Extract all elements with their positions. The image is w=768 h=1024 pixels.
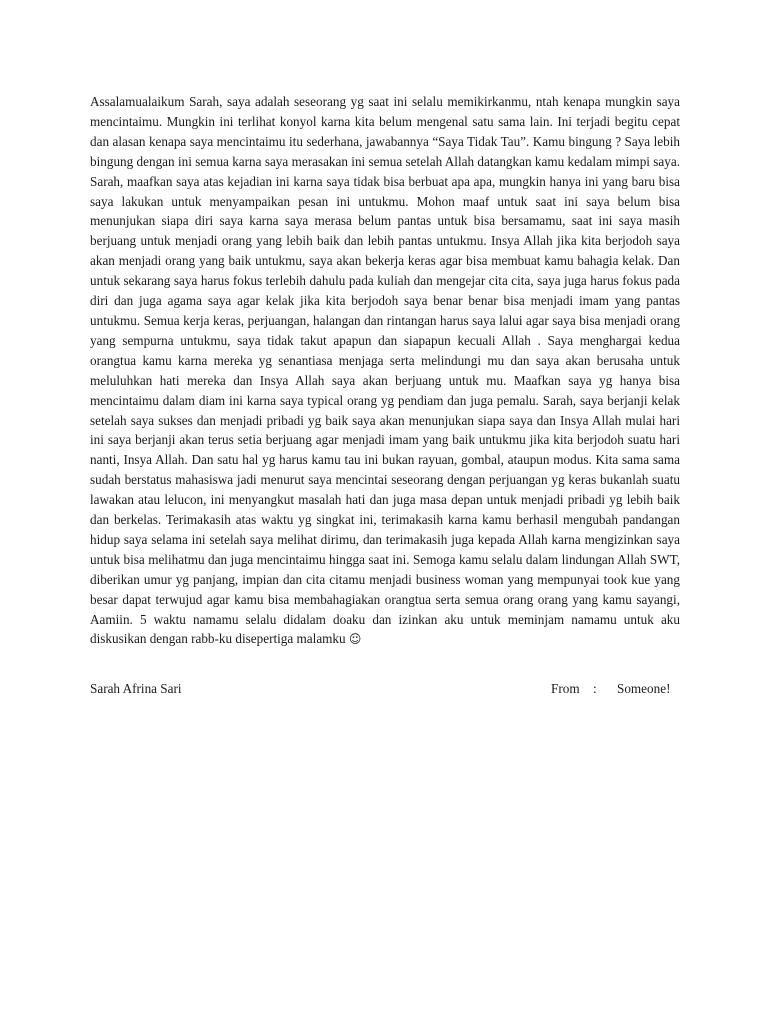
letter-text: Assalamualaikum Sarah, saya adalah seseorang yg saat ini selalu memikirkanmu, ntah kenapa mungkin saya mencintaimu. Mungkin ini terlihat konyol karna kita belum mengenal satu sama lain. Ini terjadi begitu cepat dan alasan kenapa saya mencintaimu itu sederhana, jawabannya “Saya Tidak Tau”. Kamu bingung ? Saya lebih bingung dengan ini semua karna saya merasakan ini semua setelah Allah datangkan kamu kedalam mimpi saya. Sarah, maafkan saya atas kejadian ini karna saya tidak bisa berbuat apa apa, mungkin hanya ini yang baru bisa saya lakukan untuk menyampaikan pesan ini untukmu. Mohon maaf untuk saat ini saya belum bisa menunjukan siapa diri saya karna saya merasa belum pantas untuk bisa bersamamu, saat ini saya masih berjuang untuk menjadi orang yang lebih baik dan lebih pantas untukmu. Insya Allah jika kita berjodoh saya akan menjadi orang yang baik untukmu, saya akan bekerja keras agar bisa membuat kamu bahagia kelak. Dan untuk sekarang saya harus fokus terlebih dahulu pada kuliah dan mengejar cita cita, saya juga harus fokus pada diri dan juga agama saya agar kelak jika kita berjodoh saya benar benar bisa menjadi imam yang pantas untukmu. Semua kerja keras, perjuangan, halangan dan rintangan harus saya lalui agar saya bisa menjadi orang yang sempurna untukmu, saya tidak takut apapun dan siapapun kecuali Allah . Saya menghargai kedua orangtua kamu karna mereka yg senantiasa menjaga serta melindungi mu dan saya akan berusaha untuk meluluhkan hati mereka dan Insya Allah saya akan berjuang untuk mu. Maafkan saya yg hanya bisa mencintaimu dalam diam ini karna saya typical orang yg pendiam dan juga pemalu. Sarah, saya berjanji kelak setelah saya sukses dan menjadi pribadi yg baik saya akan menunjukan siapa saya dan Insya Allah mulai hari ini saya berjanji akan terus setia berjuang agar menjadi imam yang baik untukmu jika kita berjodoh suatu hari nanti, Insya Allah. Dan satu hal yg harus kamu tau ini bukan rayuan, gombal, ataupun modus. Kita sama sama sudah berstatus mahasiswa jadi menurut saya mencintai seseorang dengan perjuangan yg keras bukanlah suatu lawakan atau lelucon, ini menyangkut masalah hati dan juga masa depan untuk menjadi pribadi yg lebih baik dan berkelas. Terimakasih atas waktu yg singkat ini, terimakasih karna kamu berhasil mengubah pandangan hidup saya selama ini setelah saya melihat dirimu, dan terimakasih juga kepada Allah karna mengizinkan saya untuk bisa melihatmu dan juga mencintaimu hingga saat ini. Semoga kamu selalu dalam lindungan Allah SWT, diberikan umur yg panjang, impian dan cita citamu menjadi business woman yang mempunyai took kue yang besar dapat terwujud agar kamu bisa membahagiakan orangtua serta semua orang orang yang kamu sayangi, Aamiin. 5 waktu namamu selalu didalam doaku dan izinkan aku untuk meminjam namamu untuk aku diskusikan dengan rabb-ku disepertiga malamku (90, 94, 680, 647)
sender-name: Someone! (617, 681, 671, 696)
from-label: From (551, 681, 580, 696)
signature-line (90, 681, 680, 701)
letter-body (90, 92, 680, 650)
from-colon: : (593, 681, 597, 696)
smiley-icon: ☺ (348, 632, 362, 647)
recipient-name: Sarah Afrina Sari (90, 681, 182, 696)
